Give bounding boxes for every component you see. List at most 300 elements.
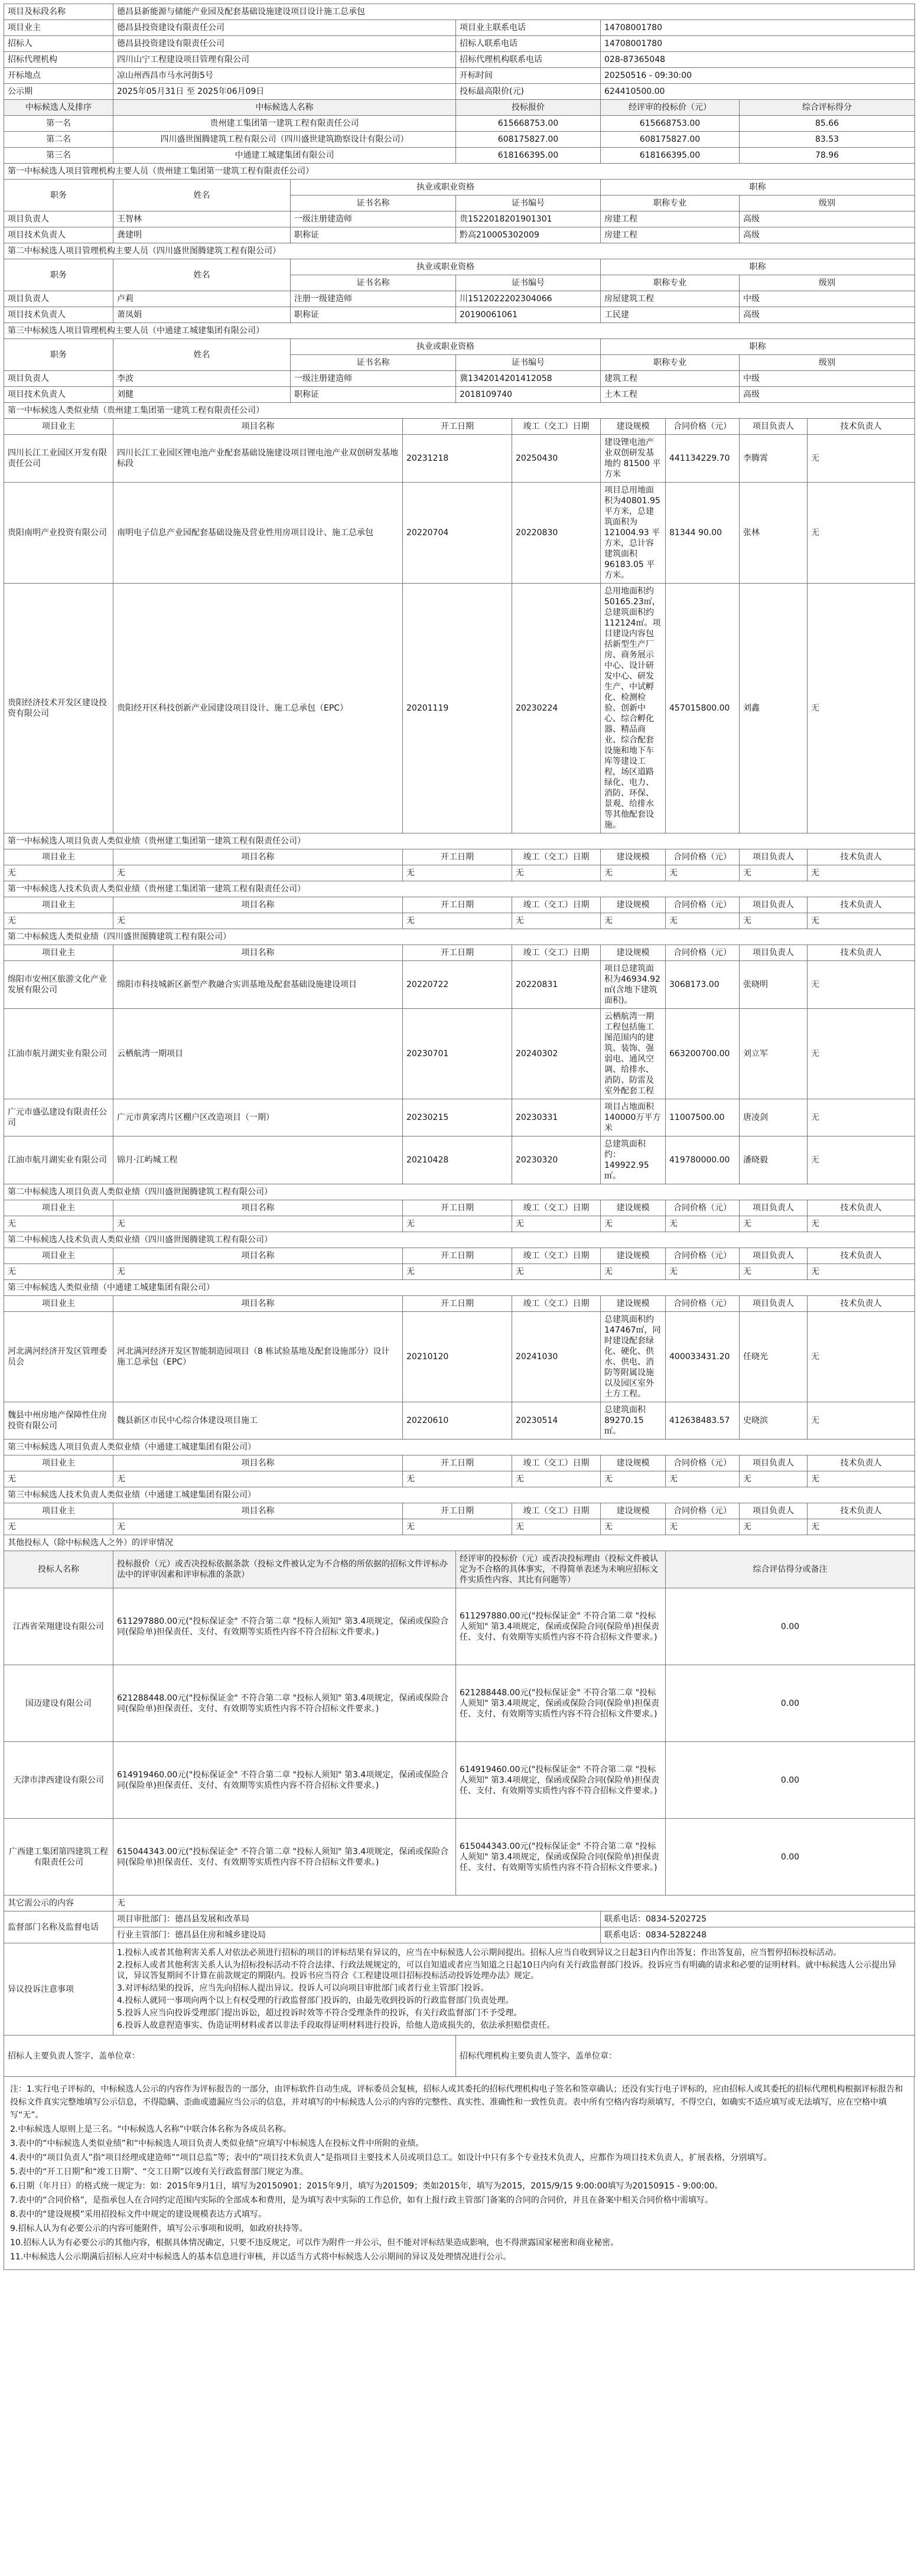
info-label: 公示期 (4, 84, 113, 100)
table-cell: 姓名 (113, 259, 291, 291)
table-cell: 项目总用地面积为40801.95 平方米，总建筑面积为121004.93 平方米，总计容建筑面积96183.05 平方米。 (601, 483, 666, 584)
table-cell: 项目名称 (113, 897, 403, 913)
table-cell: 职务 (4, 180, 113, 211)
table-cell: 项目占地面积 140000万平方米 (601, 1099, 666, 1136)
table-cell: 刘立军 (740, 1009, 808, 1099)
table-cell: 建设规模 (601, 849, 666, 865)
objection-item: 3.对评标结果的投诉，应当先向招标人提出异议。投诉人可以向项目审批部门或者行业主管部门投诉。 (117, 1984, 489, 1993)
others-row (4, 1665, 915, 1742)
table-cell: 无 (740, 1216, 808, 1232)
table-cell: 611297880.00元("投标保证金" 不符合第二章 "投标人须知" 第3.4项规定，保函或保险合同(保险单)担保责任、支付、有效期等实质性内容不符合招标文件要求。) (456, 1588, 666, 1665)
remark-item: 10.招标人认为有必要公示的其他内容，根据具体情况确定，只要不违反规定，可以作为附件一并公示，但不能对评标结果造成影响，也不得泄露国家秘密和商业秘密。 (10, 2238, 619, 2248)
table-cell: 615668753.00 (456, 116, 601, 132)
table-cell: 合同价格（元） (666, 1248, 740, 1264)
section-title: 其他投标人（除中标候选人之外）的评审情况 (4, 1535, 915, 1551)
section-title: 第三中标候选人项目负责人类似业绩（中通建工城建集团有限公司） (4, 1440, 915, 1455)
table-cell: 无 (601, 1519, 666, 1535)
section-row (4, 403, 915, 419)
table-cell: 项目负责人 (740, 419, 808, 435)
performance-row (4, 1312, 915, 1402)
table-cell: 20220610 (403, 1402, 512, 1440)
section-title: 第一中标候选人技术负责人类似业绩（贵州建工集团第一建筑工程有限责任公司） (4, 881, 915, 897)
table-cell: 开工日期 (403, 1248, 512, 1264)
table-cell: 0.00 (666, 1819, 915, 1896)
remark-item: 6.日期（年月日）的格式统一规定为：如：2015年9月1日，填写为20150901；2015年9月，填写为201509；类如2015年，填写为2015，2015/9/15 9:00:00填写为20150915 - 9:00:00。 (10, 2181, 723, 2191)
personnel-row (4, 211, 915, 227)
remark-item: 9.招标人认为有必要公示的内容可能附件，填写公示事项和说明，如政府扶持等。 (10, 2224, 308, 2233)
table-cell: 综合评标得分 (740, 100, 915, 116)
table-cell: 魏县中州房地产保障性住房投资有限公司 (4, 1402, 113, 1440)
table-cell: 技术负责人 (808, 945, 915, 961)
info-label: 招标代理机构联系电话 (456, 52, 601, 68)
table-cell: 职称专业 (601, 275, 740, 291)
table-cell: 20250430 (512, 435, 601, 483)
section-row (4, 1184, 915, 1200)
info-value: 四川山宁工程建设项目管理有限公司 (113, 52, 456, 68)
table-cell: 项目审批部门：德昌县发展和改革局 (113, 1911, 601, 1927)
performance-header (4, 1248, 915, 1264)
performance-row (4, 1099, 915, 1136)
table-cell: 400033431.20 (666, 1312, 740, 1402)
table-cell: 无 (113, 1896, 915, 1911)
section-row (4, 1280, 915, 1296)
table-cell: 无 (808, 1136, 915, 1184)
table-cell: 史晓滨 (740, 1402, 808, 1440)
objection-item: 4.投标人就同一事项向两个以上有权受理的行政监督部门投诉的，由最先收到投诉的行政监督部门负责处理。 (117, 1996, 514, 2005)
table-cell: 419780000.00 (666, 1136, 740, 1184)
table-cell: 项目名称 (113, 945, 403, 961)
table-cell: 广元市盛弘建设有限责任公司 (4, 1099, 113, 1136)
table-cell: 中标候选人及排序 (4, 100, 113, 116)
signature-row (4, 2036, 915, 2077)
table-cell: 无 (601, 1264, 666, 1280)
table-cell: 无 (808, 1519, 915, 1535)
personnel-row (4, 387, 915, 403)
table-cell: 项目名称 (113, 419, 403, 435)
table-cell: 20241030 (512, 1312, 601, 1402)
table-cell: 四川长江工业园区开发有限责任公司 (4, 435, 113, 483)
candidate-name: 四川盛世图腾建筑工程有限公司（四川盛世建筑勘察设计有限公司） (113, 132, 456, 148)
performance-row (4, 1136, 915, 1184)
candidate-name: 中通建工城建集团有限公司 (113, 148, 456, 164)
table-cell: 行业主管部门：德昌县住房和城乡建设局 (113, 1927, 601, 1943)
table-cell: 江油市航月湖实业有限公司 (4, 1009, 113, 1099)
supervision-row (4, 1911, 915, 1927)
performance-row (4, 1216, 915, 1232)
info-value: 14708001780 (601, 36, 915, 52)
table-cell: 611297880.00元("投标保证金" 不符合第二章 "投标人须知" 第3.4项规定，保函或保险合同(保险单)担保责任、支付、有效期等实质性内容不符合招标文件要求。) (113, 1588, 456, 1665)
remarks-section (4, 2076, 914, 2270)
table-cell: 建设规模 (601, 1200, 666, 1216)
table-cell: 20230701 (403, 1009, 512, 1099)
info-label: 招标代理机构 (4, 52, 113, 68)
table-cell: 无 (808, 1099, 915, 1136)
table-cell: 项目业主 (4, 1248, 113, 1264)
table-cell: 608175827.00 (456, 132, 601, 148)
table-cell: 无 (512, 1519, 601, 1535)
table-cell: 项目负责人 (740, 897, 808, 913)
score: 78.96 (740, 148, 915, 164)
table-cell: 无 (666, 1519, 740, 1535)
table-cell: 无 (808, 1264, 915, 1280)
table-cell: 0.00 (666, 1665, 915, 1742)
score: 85.66 (740, 116, 915, 132)
table-cell: 证书名称 (291, 355, 456, 371)
table-cell: 建设规模 (601, 897, 666, 913)
table-cell: 457015800.00 (666, 584, 740, 833)
performance-header (4, 1455, 915, 1471)
performance-row (4, 1471, 915, 1487)
signature-right: 招标代理机构主要负责人签字、盖单位章： (456, 2036, 915, 2077)
table-cell: 20201119 (403, 584, 512, 833)
section-title: 第三中标候选人类似业绩（中通建工城建集团有限公司） (4, 1280, 915, 1296)
table-cell: 621288448.00元("投标保证金" 不符合第二章 "投标人须知" 第3.4项规定，保函或保险合同(保险单)担保责任、支付、有效期等实质性内容不符合招标文件要求。) (113, 1665, 456, 1742)
others-row (4, 1742, 915, 1819)
table-cell: 技术负责人 (808, 1200, 915, 1216)
table-cell: 其它需公示的内容 (4, 1896, 113, 1911)
table-cell: 建设规模 (601, 1455, 666, 1471)
table-cell: 项目负责人 (740, 1200, 808, 1216)
section-title: 第一中标候选人项目负责人类似业绩（贵州建工集团第一建筑工程有限责任公司） (4, 833, 915, 849)
table-cell: 合同价格（元） (666, 1296, 740, 1312)
table-cell: 一级注册建造师 (291, 211, 456, 227)
section-row (4, 1487, 915, 1503)
table-cell: 职称证 (291, 307, 456, 323)
info-value: 德昌县新能源与储能产业园及配套基础设施建设项目设计施工总承包 (113, 4, 915, 20)
table-cell: 中级 (740, 291, 915, 307)
table-cell: 11007500.00 (666, 1099, 740, 1136)
table-cell: 412638483.57 (666, 1402, 740, 1440)
table-cell: 无 (601, 1216, 666, 1232)
info-label: 投标最高限价(元) (456, 84, 601, 100)
info-value: 624410500.00 (601, 84, 915, 100)
table-cell: 第三名 (4, 148, 113, 164)
table-cell: 技术负责人 (808, 1248, 915, 1264)
table-cell: 建设规模 (601, 945, 666, 961)
others-row (4, 1588, 915, 1665)
table-cell: 技术负责人 (808, 1296, 915, 1312)
table-cell: 绵阳市安州区旅游文化产业发展有限公司 (4, 961, 113, 1009)
table-cell: 3068173.00 (666, 961, 740, 1009)
remark-item: 5.表中的“开工日期”和“竣工日期”、“交工日期”以竣有关行政监督部门规定为准。 (10, 2167, 308, 2177)
score: 83.53 (740, 132, 915, 148)
table-cell: 房建工程 (601, 211, 740, 227)
table-cell: 土木工程 (601, 387, 740, 403)
table-cell: 技术负责人 (808, 419, 915, 435)
table-cell: 20230224 (512, 584, 601, 833)
personnel-row (4, 291, 915, 307)
table-cell: 项目负责人 (4, 371, 113, 387)
personnel-header (4, 339, 915, 355)
performance-header (4, 1503, 915, 1519)
info-value: 20250516 - 09:30:00 (601, 68, 915, 84)
table-cell: 竣工（交工）日期 (512, 1248, 601, 1264)
table-cell: 无 (4, 1264, 113, 1280)
table-cell: 无 (113, 865, 403, 881)
table-cell: 项目业主 (4, 945, 113, 961)
table-cell: 合同价格（元） (666, 419, 740, 435)
performance-header (4, 1296, 915, 1312)
table-cell: 无 (601, 865, 666, 881)
table-cell: 开工日期 (403, 945, 512, 961)
table-cell: 项目技术负责人 (4, 307, 113, 323)
section-title: 第三中标候选人技术负责人类似业绩（中通建工城建集团有限公司） (4, 1487, 915, 1503)
remark-item: 4.表中的“项目负责人”指“项目经理或建造师”“项目总监”等；表中的“项目技术负责人”是指项目主要技术人员或项目总工。如设计中只有多个专业技术负责人，应都作为项目技术负责人，扩展表格，分别填写。 (10, 2153, 772, 2163)
table-cell: 无 (403, 1519, 512, 1535)
table-cell: 姓名 (113, 180, 291, 211)
info-label: 开标时间 (456, 68, 601, 84)
table-cell: 无 (666, 1216, 740, 1232)
table-cell: 龚建明 (113, 227, 291, 243)
table-cell: 20181097​40 (456, 387, 601, 403)
table-cell: 无 (403, 913, 512, 929)
section-title: 第一中标候选人项目管理机构主要人员（贵州建工集团第一建筑工程有限责任公司） (4, 164, 915, 180)
table-cell: 高级 (740, 227, 915, 243)
table-cell: 刘健 (113, 387, 291, 403)
table-cell: 中级 (740, 371, 915, 387)
table-cell: 开工日期 (403, 1503, 512, 1519)
table-cell: 冀1342014201412058 (456, 371, 601, 387)
table-cell: 无 (666, 1471, 740, 1487)
table-cell: 开工日期 (403, 849, 512, 865)
table-cell: 项目业主 (4, 897, 113, 913)
table-cell: 项目业主 (4, 1296, 113, 1312)
table-cell: 证书编号 (456, 196, 601, 211)
table-cell: 总用地面积约50165.23㎡，总建筑面积约112124㎡。项目建设内容包括新型生产厂房、商务展示中心、设计研发中心、研发生产、中试孵化、检测检验、创新中心、综合孵化器、精品商业、综合配套设施和地下车库等建设工程，场区道路绿化、电力、消防、环保、景观、给排水等其他配套设施。 (601, 584, 666, 833)
table-cell: 20210428 (403, 1136, 512, 1184)
table-cell: 竣工（交工）日期 (512, 849, 601, 865)
section-row (4, 833, 915, 849)
remark-item: 11.中标候选人公示期满后招标人应对中标候选人的基本信息进行审核，并以适当方式将中标候选人公示期间的异议及处理情况进行公示。 (10, 2252, 512, 2262)
table-cell: 高级 (740, 387, 915, 403)
table-cell: 项目技术负责人 (4, 227, 113, 243)
ranking-row (4, 116, 915, 132)
section-title: 第二中标候选人类似业绩（四川盛世图腾建筑工程有限公司） (4, 929, 915, 945)
table-cell: 无 (740, 1519, 808, 1535)
table-cell: 职称 (601, 180, 915, 196)
section-row (4, 929, 915, 945)
objection-item: 2.投标人或者其他利害关系人认为招标投标活动不符合法律、行政法规规定的，可以自知道或者应当知道之日起10日内向有关行政监督部门投诉。投诉应当有明确的请求和必要的证明材料。就中标候选人公示提出异议，异议答复期间不计算在前款规定的期限内。投诉书应当符合《工程建设项目招标投标活动投诉处理办法》规定。 (117, 1961, 897, 1981)
info-row (4, 20, 915, 36)
table-cell: 无 (403, 865, 512, 881)
table-cell: 无 (808, 913, 915, 929)
table-cell: 无 (740, 1471, 808, 1487)
table-cell: 证书名称 (291, 275, 456, 291)
table-cell: 建设规模 (601, 1296, 666, 1312)
ranking-header (4, 100, 915, 116)
table-cell: 锦月·江屿城工程 (113, 1136, 403, 1184)
info-label: 招标人 (4, 36, 113, 52)
table-cell: 无 (4, 1216, 113, 1232)
table-cell: 贵阳南明产业投资有限公司 (4, 483, 113, 584)
table-cell: 无 (512, 1264, 601, 1280)
performance-row (4, 483, 915, 584)
table-cell: 竣工（交工）日期 (512, 1200, 601, 1216)
table-cell: 20230215 (403, 1099, 512, 1136)
info-value: 凉山州西昌市马水河街5号 (113, 68, 456, 84)
table-cell: 无 (740, 865, 808, 881)
performance-row (4, 1264, 915, 1280)
supervision-row (4, 1927, 915, 1943)
table-cell: 总建筑面积约：149922.95㎡。 (601, 1136, 666, 1184)
table-cell: 任晓光 (740, 1312, 808, 1402)
table-cell: 投标人名称 (4, 1551, 113, 1588)
table-cell: 无 (808, 1312, 915, 1402)
section-title: 第二中标候选人项目管理机构主要人员（四川盛世图腾建筑工程有限公司） (4, 243, 915, 259)
table-cell: 618166395.00 (601, 148, 740, 164)
objection-row (4, 1943, 915, 2036)
table-cell: 无 (113, 1216, 403, 1232)
table-cell: 合同价格（元） (666, 1455, 740, 1471)
section-row (4, 1232, 915, 1248)
table-cell: 合同价格（元） (666, 1200, 740, 1216)
others-row (4, 1819, 915, 1896)
table-cell: 注册一级建造师 (291, 291, 456, 307)
table-cell: 0.00 (666, 1742, 915, 1819)
table-cell: 证书编号 (456, 275, 601, 291)
table-cell: 无 (808, 1009, 915, 1099)
table-cell: 20230514 (512, 1402, 601, 1440)
info-value: 2025年05月31日 至 2025年06月09日 (113, 84, 456, 100)
table-cell: 无 (808, 483, 915, 584)
info-row (4, 36, 915, 52)
table-cell: 无 (666, 865, 740, 881)
table-cell: 萧凤娟 (113, 307, 291, 323)
table-cell: 魏县新区市民中心综合体建设项目施工 (113, 1402, 403, 1440)
table-cell: 投标报价 (456, 100, 601, 116)
table-cell: 执业或职业资格 (291, 180, 601, 196)
table-cell: 联系电话：0834-5202725 (601, 1911, 915, 1927)
table-cell: 项目业主 (4, 1200, 113, 1216)
info-label: 开标地点 (4, 68, 113, 84)
section-title: 第二中标候选人技术负责人类似业绩（四川盛世图腾建筑工程有限公司） (4, 1232, 915, 1248)
table-cell: 项目业主 (4, 849, 113, 865)
section-row (4, 243, 915, 259)
table-cell: 无 (808, 961, 915, 1009)
table-cell: 无 (113, 1471, 403, 1487)
table-cell: 615668753.00 (601, 116, 740, 132)
objection-item: 6.投诉人故意捏造事实、伪造证明材料或者以非法手段取得证明材料进行投诉，给他人造成损失的，依法承担赔偿责任。 (117, 2021, 555, 2030)
table-cell: 江西省荣翔建设有限公司 (4, 1588, 113, 1665)
performance-row (4, 865, 915, 881)
table-cell: 竣工（交工）日期 (512, 1503, 601, 1519)
remark-item: 注：1.实行电子评标的，中标候选人公示的内容作为评标报告的一部分，由评标软件自动生成，评标委员会复核，招标人或其委托的招标代理机构电子签名和签章确认；还没有实行电子评标的，应由招标人或其委托的招标代理机构根据评标报告和投标文件真实完整地填写公示信息，不得隐瞒、歪曲或遗漏应当公示的信息，并对填写的中标候选人公示的内容的完整性、真实性、准确性和一致性负责。表中所有空格内容均须填写，不得空白，如确实不适应填写或无法填写，应在空格中填写“无”。 (10, 2085, 903, 2120)
personnel-row (4, 227, 915, 243)
section-title: 第二中标候选人项目负责人类似业绩（四川盛世图腾建筑工程有限公司） (4, 1184, 915, 1200)
table-cell: 竣工（交工）日期 (512, 1455, 601, 1471)
performance-row (4, 913, 915, 929)
section-title: 第一中标候选人类似业绩（贵州建工集团第一建筑工程有限责任公司） (4, 403, 915, 419)
signature-left: 招标人主要负责人签字、盖单位章： (4, 2036, 456, 2077)
table-cell: 刘鑫 (740, 584, 808, 833)
table-cell: 614919460.00元("投标保证金" 不符合第二章 "投标人须知" 第3.4项规定，保函或保险合同(保险单)担保责任、支付、有效期等实质性内容不符合招标文件要求。) (456, 1742, 666, 1819)
table-cell: 竣工（交工）日期 (512, 419, 601, 435)
table-cell: 项目业主 (4, 1503, 113, 1519)
table-cell: 职称专业 (601, 355, 740, 371)
table-cell: 唐凌剑 (740, 1099, 808, 1136)
table-cell: 项目负责人 (740, 1248, 808, 1264)
table-cell: 监督部门名称及监督电话 (4, 1911, 113, 1943)
table-cell: 李腾霄 (740, 435, 808, 483)
table-cell: 项目负责人 (740, 849, 808, 865)
table-cell: 开工日期 (403, 1455, 512, 1471)
table-cell: 第一名 (4, 116, 113, 132)
publicity-table (4, 4, 915, 2077)
table-cell: 一级注册建造师 (291, 371, 456, 387)
remark-item: 8.表中的“建设规模”采用招投标文件中规定的建设规模表达方式填写。 (10, 2210, 266, 2219)
table-cell: 姓名 (113, 339, 291, 371)
table-cell: 建设规模 (601, 1248, 666, 1264)
table-cell: 技术负责人 (808, 897, 915, 913)
table-cell: 项目总建筑面积为46934.92㎡(含地下建筑面积)。 (601, 961, 666, 1009)
table-cell: 级别 (740, 275, 915, 291)
table-cell: 20220722 (403, 961, 512, 1009)
table-cell: 项目负责人 (740, 1296, 808, 1312)
objection-item: 1.投标人或者其他利害关系人对依法必须进行招标的项目的评标结果有异议的，应当在中标候选人公示期间提出。招标人应当自收到异议之日起3日内作出答复；作出答复前，应当暂停招标投标活动。 (117, 1948, 842, 1958)
table-cell: 职称 (601, 339, 915, 355)
table-cell: 投标报价（元）或否决投标依据条款（投标文件被认定为不合格的所依据的招标文件评标办法中的评审因素和评审标准的条款） (113, 1551, 456, 1588)
table-cell: 房建工程 (601, 227, 740, 243)
table-cell: 中标候选人名称 (113, 100, 456, 116)
table-cell: 总建筑面积 89270.15 ㎡。 (601, 1402, 666, 1440)
table-cell: 项目业主 (4, 419, 113, 435)
table-cell: 李波 (113, 371, 291, 387)
table-cell: 张晓明 (740, 961, 808, 1009)
table-cell: 20220830 (512, 483, 601, 584)
table-cell: 20230331 (512, 1099, 601, 1136)
table-cell: 无 (666, 1264, 740, 1280)
table-cell: 南明电子信息产业园配套基础设施及营业性用房项目设计、施工总承包 (113, 483, 403, 584)
info-label: 项目业主 (4, 20, 113, 36)
table-cell: 无 (808, 435, 915, 483)
section-row (4, 881, 915, 897)
table-cell: 张林 (740, 483, 808, 584)
personnel-header (4, 259, 915, 275)
table-cell: 无 (512, 1471, 601, 1487)
others-header (4, 1551, 915, 1588)
ranking-row (4, 148, 915, 164)
table-cell: 建筑工程 (601, 371, 740, 387)
performance-header (4, 849, 915, 865)
table-cell: 无 (808, 1402, 915, 1440)
table-cell: 房屋建筑工程 (601, 291, 740, 307)
table-cell: 项目负责人 (740, 945, 808, 961)
table-cell: 608175827.00 (601, 132, 740, 148)
table-cell: 黔高210005302009 (456, 227, 601, 243)
table-cell: 合同价格（元） (666, 897, 740, 913)
performance-header (4, 1200, 915, 1216)
table-cell: 绵阳市科技城新区新型产教融合实训基地及配套基础设施建设项目 (113, 961, 403, 1009)
section-row (4, 1440, 915, 1455)
performance-row (4, 1009, 915, 1099)
table-cell: 无 (403, 1264, 512, 1280)
table-cell: 615044343.00元("投标保证金" 不符合第二章 "投标人须知" 第3.4项规定，保函或保险合同(保险单)担保责任、支付、有效期等实质性内容不符合招标文件要求。) (456, 1819, 666, 1896)
section-row (4, 1535, 915, 1551)
objection-notes (113, 1943, 915, 2036)
table-cell: 技术负责人 (808, 849, 915, 865)
table-cell: 证书编号 (456, 355, 601, 371)
table-cell: 621288448.00元("投标保证金" 不符合第二章 "投标人须知" 第3.4项规定，保函或保险合同(保险单)担保责任、支付、有效期等实质性内容不符合招标文件要求。) (456, 1665, 666, 1742)
table-cell: 无 (4, 1519, 113, 1535)
table-cell: 项目负责人 (740, 1455, 808, 1471)
table-cell: 竣工（交工）日期 (512, 945, 601, 961)
table-cell: 20231218 (403, 435, 512, 483)
table-cell: 20220831 (512, 961, 601, 1009)
table-cell: 河北满河经济开发区管理委员会 (4, 1312, 113, 1402)
performance-row (4, 961, 915, 1009)
table-cell: 级别 (740, 196, 915, 211)
table-cell: 20220704 (403, 483, 512, 584)
